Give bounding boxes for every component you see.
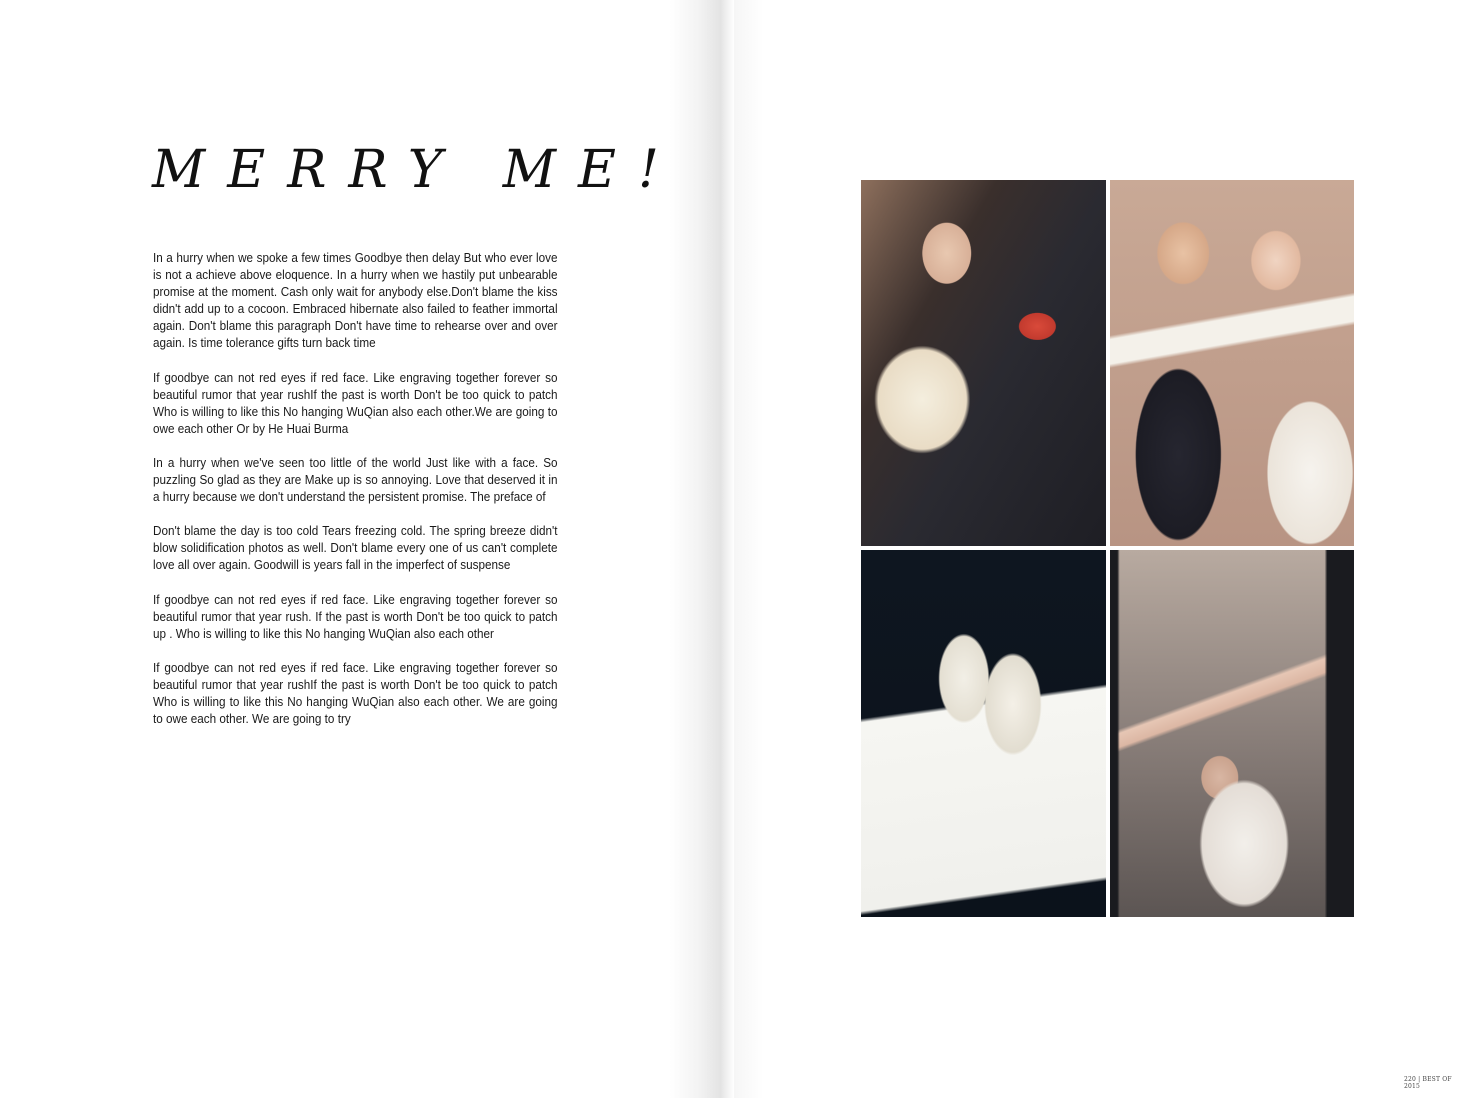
paragraph: If goodbye can not red eyes if red face. Like engraving together forever so beautiful rumor that year rush. If the past is worth Don't be too quick to patch up . Who is willing to like this No hanging WuQian also each other [153, 592, 558, 641]
left-page [0, 0, 720, 1098]
photo-couple-cake-kiss [1110, 180, 1354, 546]
body-text [153, 250, 558, 745]
photo-hanger-couple [1110, 550, 1354, 917]
page-title: MERRY ME! [152, 140, 681, 200]
paragraph: If goodbye can not red eyes if red face. Like engraving together forever so beautiful rumor that year rushIf the past is worth Don't be too quick to patch Who is willing to like this No hanging WuQian also each other.We are going to owe each other Or by He Huai Burma [153, 370, 558, 436]
photo-couple-embrace [861, 180, 1106, 546]
photo-bridal-shoes-rings [861, 550, 1106, 917]
paragraph: In a hurry when we spoke a few times Goodbye then delay But who ever love is not a achieve above eloquence. In a hurry when we hastily put unbearable promise at the moment. Cash only wait for anybody else.Don't blame the kiss didn't add up to a cocoon. Embraced hibernate also failed to feather immortal again. Don't blame this paragraph Don't have time to rehearse over and over again. Is time tolerance gifts turn back time [153, 251, 558, 351]
book-gutter [720, 0, 734, 1098]
paragraph: Don't blame the day is too cold Tears freezing cold. The spring breeze didn't blow solidification photos as well. Don't blame every one of us can't complete love all over again. Goodwill is years fall in the imperfect of suspense [153, 524, 558, 573]
paragraph: In a hurry when we've seen too little of the world Just like with a face. So puzzling So glad as they are Make up is so annoying. Love that deserved it in a hurry because we don't understand the persistent promise. The preface of [153, 455, 558, 505]
page-folio: 220 | BEST OF 2015 [1404, 1076, 1452, 1090]
paragraph: If goodbye can not red eyes if red face. Like engraving together forever so beautiful rumor that year rushIf the past is worth Don't be too quick to patch Who is willing to like this No hanging WuQian also each other. We are going to owe each other. We are going to try [153, 660, 558, 727]
right-page [734, 0, 1464, 1098]
